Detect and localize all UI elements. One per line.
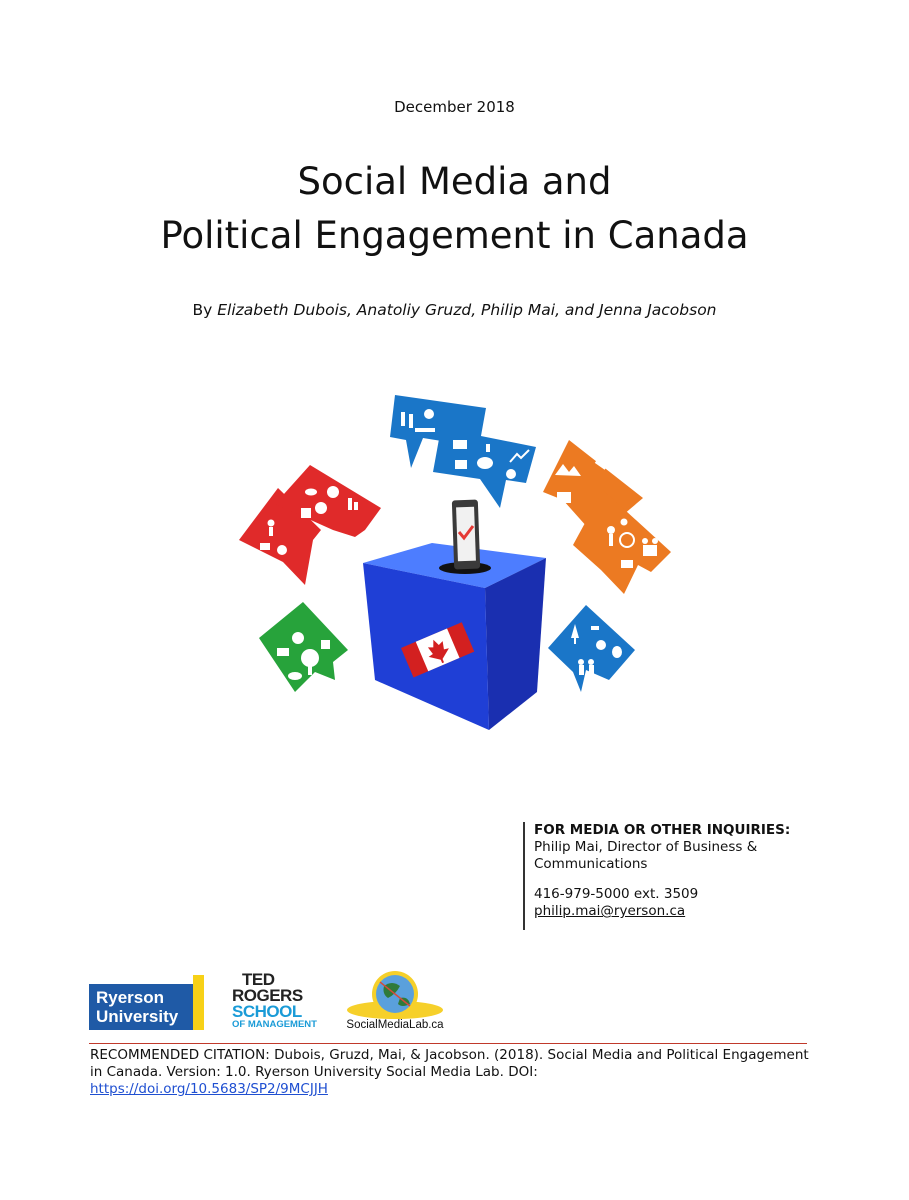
citation-doi-link[interactable]: https://doi.org/10.5683/SP2/9MCJJH — [90, 1081, 328, 1097]
report-date: December 2018 — [394, 98, 515, 116]
recommended-citation — [90, 1047, 810, 1098]
green-speech-bubble — [259, 602, 348, 692]
trsm-line-3: SCHOOL — [232, 1002, 302, 1021]
contact-email-link[interactable]: philip.mai@ryerson.ca — [534, 903, 686, 919]
contact-name-line-2: Communications — [534, 856, 648, 872]
contact-name-line-1: Philip Mai, Director of Business & — [534, 839, 758, 855]
media-contact — [523, 822, 823, 930]
trsm-line-1: TED — [242, 970, 275, 989]
citation-divider — [89, 1043, 807, 1044]
ryerson-logo-line-2: University — [96, 1007, 179, 1026]
ryerson-university-logo — [89, 984, 193, 1030]
contact-heading: FOR MEDIA OR OTHER INQUIRIES: — [534, 822, 791, 838]
byline-prefix: By — [192, 301, 213, 319]
blue-speech-bubbles — [390, 395, 536, 508]
citation-text: RECOMMENDED CITATION: Dubois, Gruzd, Mai, & Jacobson. (2018). Social Media and Political Engagement in Canada. Version: 1.0. Ryerson University Social Media Lab. DOI: — [90, 1047, 809, 1080]
title-line-2: Political Engagement in Canada — [160, 214, 749, 257]
contact-phone: 416-979-5000 ext. 3509 — [534, 886, 699, 902]
blue-speech-bubble-lower — [548, 605, 635, 692]
title-line-1: Social Media and — [297, 160, 612, 203]
phone-icon — [452, 500, 480, 570]
byline — [0, 299, 909, 321]
sml-label: SocialMediaLab.ca — [346, 1019, 444, 1031]
ted-rogers-school-logo — [232, 972, 328, 1034]
byline-authors: Elizabeth Dubois, Anatoliy Gruzd, Philip Mai, and Jenna Jacobson — [217, 301, 717, 319]
ballot-box-with-speech-bubbles-icon — [203, 380, 693, 750]
orange-speech-bubbles — [543, 440, 671, 594]
trsm-line-2: ROGERS — [232, 986, 303, 1005]
report-title — [0, 155, 909, 263]
red-speech-bubbles — [239, 465, 381, 585]
globe-icon — [340, 968, 450, 1020]
ryerson-logo-line-1: Ryerson — [96, 988, 165, 1007]
trsm-line-4: OF MANAGEMENT — [232, 1019, 317, 1030]
ryerson-logo-accent-bar — [193, 975, 204, 1030]
ballot-box — [363, 500, 546, 730]
social-media-lab-logo — [340, 968, 450, 1034]
